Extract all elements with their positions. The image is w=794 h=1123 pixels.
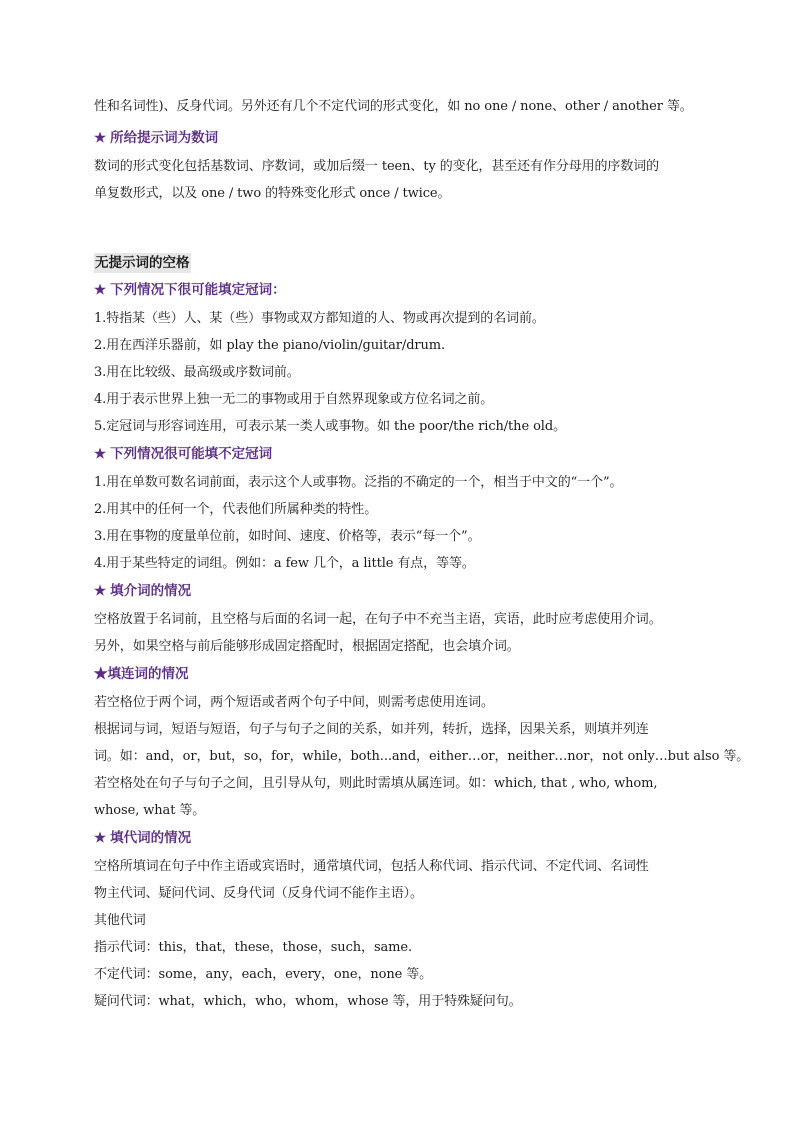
pronoun-line: 不定代词：some，any，each，every，one，none 等。 [94, 967, 433, 982]
conjunction-line: 词。如：and，or，but，so，for，while，both...and，either…or，neither…nor，not only…but also 等。 [94, 749, 750, 764]
indefinite-article-item: 3.用在事物的度量单位前，如时间、速度、价格等，表示“每一个”。 [94, 529, 481, 544]
definite-article-item: 2.用在西洋乐器前，如 play the piano/violin/guitar/drum. [94, 338, 446, 353]
preposition-heading-text: 填介词的情况 [110, 583, 192, 599]
no-hint-section-title: 无提示词的空格 [95, 255, 190, 271]
star-icon: ★ [94, 830, 107, 846]
preposition-heading [94, 577, 714, 606]
star-icon: ★ [94, 583, 107, 599]
pronoun-line: 空格所填词在句子中作主语或宾语时，通常填代词，包括人称代词、指示代词、不定代词、名词性 [94, 859, 649, 874]
conjunction-line: 若空格位于两个词，两个短语或者两个句子中间，则需考虑使用连词。 [94, 695, 494, 710]
pronoun-line: 其他代词 [94, 913, 146, 928]
conjunction-line: whose, what 等。 [94, 803, 206, 818]
definite-article-heading-text: 下列情况下很可能填定冠词： [110, 282, 286, 298]
preposition-line: 空格放置于名词前，且空格与后面的名词一起，在句子中不充当主语，宾语，此时应考虑使用介词。 [94, 612, 662, 627]
pronoun-heading-text: 填代词的情况 [110, 830, 192, 846]
star-icon: ★ [94, 666, 108, 682]
document-content [94, 93, 750, 1015]
definite-article-item: 3.用在比较级、最高级或序数词前。 [94, 365, 300, 380]
pronoun-line: 疑问代词：what，which，who，whom，whose 等，用于特殊疑问句。 [94, 994, 522, 1009]
star-icon: ★ [94, 446, 107, 462]
definite-article-item: 4.用于表示世界上独一无二的事物或用于自然界现象或方位名词之前。 [94, 392, 494, 407]
conjunction-line: 若空格处在句子与句子之间，且引导从句，则此时需填从属连词。如：which, that , who, whom, [94, 776, 658, 791]
pronoun-heading [94, 824, 714, 853]
indefinite-article-item: 2.用其中的任何一个，代表他们所属种类的特性。 [94, 502, 378, 517]
numeral-heading-text: 所给提示词为数词 [110, 130, 219, 146]
pronoun-line: 物主代词、疑问代词、反身代词（反身代词不能作主语）。 [94, 886, 423, 901]
indefinite-article-item: 1.用在单数可数名词前面，表示这个人或事物。泛指的不确定的一个，相当于中文的“一个”。 [94, 475, 623, 490]
conjunction-heading-text: 填连词的情况 [107, 666, 189, 682]
indefinite-article-heading-text: 下列情况很可能填不定冠词 [110, 446, 273, 462]
indefinite-article-heading [94, 440, 714, 469]
pronoun-line: 指示代词：this，that，these，those，such，same. [94, 940, 413, 955]
definite-article-item: 1.特指某（些）人、某（些）事物或双方都知道的人、物或再次提到的名词前。 [94, 311, 545, 326]
definite-article-heading [94, 276, 714, 305]
indefinite-article-item: 4.用于某些特定的词组。例如：a few 几个，a little 有点，等等。 [94, 556, 475, 571]
star-icon: ★ [94, 282, 107, 298]
preposition-line: 另外，如果空格与前后能够形成固定搭配时，根据固定搭配，也会填介词。 [94, 639, 520, 654]
star-icon: ★ [94, 130, 107, 146]
conjunction-line: 根据词与词，短语与短语，句子与句子之间的关系，如并列，转折，选择，因果关系，则填并列连 [94, 722, 649, 737]
numeral-heading [94, 124, 714, 153]
definite-article-item: 5.定冠词与形容词连用，可表示某一类人或事物。如 the poor/the rich/the old。 [94, 419, 566, 434]
numeral-line: 数词的形式变化包括基数词、序数词，或加后缀一 teen、ty 的变化，甚至还有作分母用的序数词的 [94, 159, 660, 174]
conjunction-heading [94, 660, 714, 689]
numeral-line: 单复数形式，以及 one / two 的特殊变化形式 once / twice。 [94, 186, 451, 201]
intro-line: 性和名词性)、反身代词。另外还有几个不定代词的形式变化，如 no one / none、other / another 等。 [94, 99, 693, 114]
